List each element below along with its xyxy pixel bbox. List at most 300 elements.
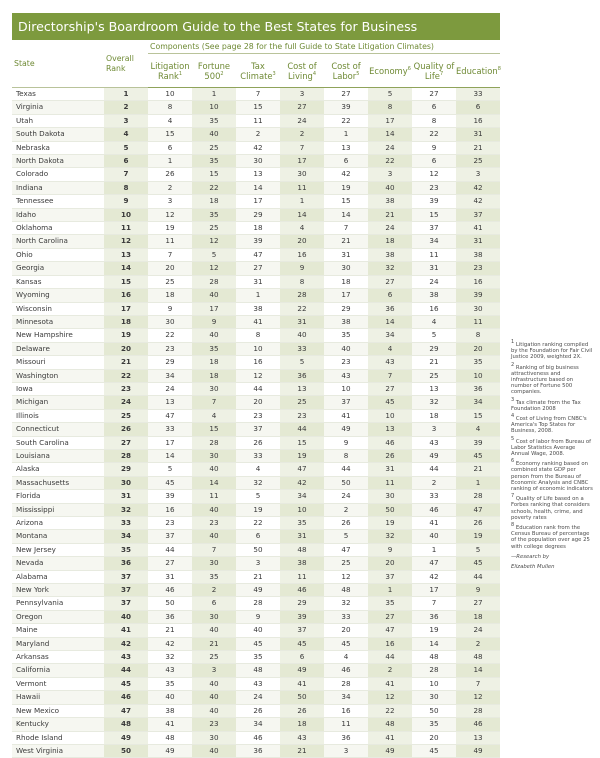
- table-cell: 41: [324, 409, 368, 422]
- table-cell: 8: [236, 329, 280, 342]
- table-cell: 46: [324, 664, 368, 677]
- overall-rank-cell: 30: [104, 476, 148, 489]
- table-cell: 6: [192, 597, 236, 610]
- table-cell: 22: [368, 155, 412, 168]
- table-cell: 11: [148, 235, 192, 248]
- table-cell: 40: [192, 128, 236, 141]
- footnote-text: Economy ranking based on combined state GDP per person from the Bureau of Economic Analysis and CNBC ranking of economic indicators: [511, 461, 593, 493]
- table-cell: 18: [324, 275, 368, 288]
- footnote-marker: 4: [312, 70, 317, 77]
- table-cell: 8: [148, 101, 192, 114]
- table-cell: 26: [324, 517, 368, 530]
- table-cell: 36: [280, 369, 324, 382]
- table-row: [12, 114, 500, 127]
- table-cell: 16: [236, 356, 280, 369]
- state-name-cell: Washington: [12, 369, 104, 382]
- components-header: Components (See page 28 for the full Guide to State Litigation Climates): [148, 40, 500, 54]
- component-column-header: [192, 54, 236, 88]
- table-cell: 18: [192, 369, 236, 382]
- table-cell: 9: [368, 543, 412, 556]
- table-cell: 3: [148, 195, 192, 208]
- table-row: [12, 624, 500, 637]
- table-cell: 9: [280, 262, 324, 275]
- table-cell: 38: [324, 315, 368, 328]
- table-cell: 42: [456, 181, 500, 194]
- table-cell: 42: [456, 195, 500, 208]
- table-cell: 49: [280, 664, 324, 677]
- table-cell: 36: [236, 744, 280, 757]
- table-cell: 28: [192, 275, 236, 288]
- table-cell: 35: [412, 718, 456, 731]
- table-cell: 34: [324, 691, 368, 704]
- table-cell: 36: [148, 610, 192, 623]
- table-cell: 14: [192, 476, 236, 489]
- table-cell: 10: [368, 409, 412, 422]
- table-cell: 18: [148, 289, 192, 302]
- table-row: [12, 718, 500, 731]
- table-cell: 27: [368, 382, 412, 395]
- table-cell: 15: [192, 168, 236, 181]
- table-cell: 19: [368, 517, 412, 530]
- table-row: [12, 329, 500, 342]
- table-cell: 17: [192, 302, 236, 315]
- table-cell: 21: [148, 624, 192, 637]
- table-cell: 1: [280, 195, 324, 208]
- table-cell: 17: [148, 436, 192, 449]
- table-cell: 40: [192, 704, 236, 717]
- table-cell: 33: [280, 342, 324, 355]
- overall-rank-cell: 40: [104, 610, 148, 623]
- table-cell: 24: [456, 624, 500, 637]
- column-header-label: Quality of Life: [413, 60, 455, 81]
- table-cell: 27: [236, 262, 280, 275]
- table-cell: 17: [280, 155, 324, 168]
- table-cell: 45: [148, 476, 192, 489]
- table-cell: 3: [456, 168, 500, 181]
- state-name-cell: Ohio: [12, 248, 104, 261]
- table-cell: 2: [412, 476, 456, 489]
- table-cell: 2: [324, 503, 368, 516]
- overall-rank-cell: 37: [104, 597, 148, 610]
- table-cell: 30: [192, 557, 236, 570]
- table-cell: 23: [456, 262, 500, 275]
- table-cell: 13: [236, 168, 280, 181]
- table-cell: 27: [148, 557, 192, 570]
- table-cell: 34: [368, 329, 412, 342]
- table-cell: 19: [456, 530, 500, 543]
- table-cell: 18: [456, 610, 500, 623]
- footnote-text: Education rank from the Census Bureau of percentage of the population over age 25 with college degrees: [511, 525, 590, 550]
- table-cell: 1: [456, 476, 500, 489]
- overall-rank-cell: 17: [104, 302, 148, 315]
- table-cell: 26: [456, 517, 500, 530]
- table-cell: 5: [148, 463, 192, 476]
- table-cell: 29: [324, 302, 368, 315]
- overall-rank-column-header: Overall Rank: [104, 40, 148, 88]
- overall-rank-cell: 12: [104, 235, 148, 248]
- table-cell: 38: [148, 704, 192, 717]
- table-cell: 21: [456, 463, 500, 476]
- overall-rank-cell: 43: [104, 651, 148, 664]
- table-cell: 38: [280, 557, 324, 570]
- table-cell: 31: [148, 570, 192, 583]
- footnote: [511, 339, 593, 361]
- table-cell: 5: [324, 530, 368, 543]
- overall-rank-cell: 24: [104, 396, 148, 409]
- overall-rank-cell: 23: [104, 382, 148, 395]
- table-cell: 16: [368, 637, 412, 650]
- table-cell: 49: [324, 423, 368, 436]
- state-name-cell: New Hampshire: [12, 329, 104, 342]
- table-cell: 4: [192, 409, 236, 422]
- table-cell: 23: [324, 356, 368, 369]
- table-cell: 23: [148, 342, 192, 355]
- table-cell: 23: [192, 718, 236, 731]
- table-cell: 16: [280, 248, 324, 261]
- table-cell: 40: [192, 691, 236, 704]
- state-name-cell: New York: [12, 584, 104, 597]
- table-cell: 20: [280, 235, 324, 248]
- table-cell: 37: [148, 530, 192, 543]
- table-cell: 5: [280, 356, 324, 369]
- footnote-text: Tax climate from the Tax Foundation 2008: [511, 399, 581, 412]
- table-cell: 13: [280, 382, 324, 395]
- table-cell: 7: [456, 677, 500, 690]
- footnote-marker: 5: [356, 70, 360, 77]
- table-cell: 31: [368, 463, 412, 476]
- table-cell: 13: [456, 731, 500, 744]
- table-cell: 49: [412, 449, 456, 462]
- footnote-text: Cost of Living from CNBC's America's Top States for Business, 2008.: [511, 416, 587, 435]
- state-name-cell: Colorado: [12, 168, 104, 181]
- table-cell: 21: [368, 208, 412, 221]
- table-cell: 37: [280, 624, 324, 637]
- table-cell: 47: [456, 503, 500, 516]
- table-cell: 31: [280, 530, 324, 543]
- overall-rank-cell: 48: [104, 718, 148, 731]
- table-cell: 21: [412, 356, 456, 369]
- table-cell: 49: [148, 744, 192, 757]
- table-cell: 46: [148, 584, 192, 597]
- table-cell: 27: [280, 101, 324, 114]
- table-row: [12, 503, 500, 516]
- table-cell: 8: [280, 275, 324, 288]
- state-name-cell: Indiana: [12, 181, 104, 194]
- table-cell: 25: [192, 141, 236, 154]
- table-cell: 45: [456, 557, 500, 570]
- table-cell: 18: [192, 195, 236, 208]
- footnote: [511, 522, 593, 550]
- table-cell: 25: [412, 369, 456, 382]
- table-row: [12, 101, 500, 114]
- table-cell: 20: [324, 624, 368, 637]
- table-cell: 36: [456, 382, 500, 395]
- overall-rank-cell: 15: [104, 275, 148, 288]
- table-cell: 16: [412, 302, 456, 315]
- table-cell: 11: [412, 248, 456, 261]
- table-cell: 3: [192, 664, 236, 677]
- table-cell: 35: [192, 155, 236, 168]
- table-cell: 9: [148, 302, 192, 315]
- overall-rank-cell: 47: [104, 704, 148, 717]
- table-cell: 28: [324, 677, 368, 690]
- table-cell: 2: [236, 128, 280, 141]
- table-row: [12, 731, 500, 744]
- table-cell: 24: [280, 114, 324, 127]
- table-cell: 19: [236, 503, 280, 516]
- footnote-text: Quality of Life based on a Forbes ranking that considers schools, health, crime, and poverty rates: [511, 496, 590, 521]
- table-cell: 35: [236, 651, 280, 664]
- table-row: [12, 664, 500, 677]
- table-cell: 31: [280, 315, 324, 328]
- table-row: [12, 382, 500, 395]
- table-cell: 25: [324, 557, 368, 570]
- table-cell: 41: [412, 517, 456, 530]
- table-cell: 10: [192, 101, 236, 114]
- table-cell: 46: [456, 718, 500, 731]
- state-name-cell: Maine: [12, 624, 104, 637]
- overall-rank-cell: 37: [104, 570, 148, 583]
- table-cell: 14: [280, 208, 324, 221]
- table-cell: 42: [236, 141, 280, 154]
- table-cell: 15: [324, 195, 368, 208]
- overall-rank-cell: 4: [104, 128, 148, 141]
- overall-rank-cell: 18: [104, 315, 148, 328]
- table-cell: 38: [368, 248, 412, 261]
- table-row: [12, 141, 500, 154]
- table-cell: 44: [368, 651, 412, 664]
- table-cell: 40: [148, 691, 192, 704]
- table-cell: 14: [412, 637, 456, 650]
- table-cell: 11: [368, 476, 412, 489]
- table-cell: 12: [192, 235, 236, 248]
- overall-rank-cell: 22: [104, 369, 148, 382]
- table-cell: 1: [192, 88, 236, 101]
- table-cell: 33: [412, 490, 456, 503]
- table-cell: 41: [236, 315, 280, 328]
- table-cell: 23: [412, 181, 456, 194]
- table-cell: 13: [412, 382, 456, 395]
- overall-rank-cell: 45: [104, 677, 148, 690]
- table-cell: 25: [280, 396, 324, 409]
- table-cell: 28: [456, 704, 500, 717]
- table-cell: 38: [412, 289, 456, 302]
- table-cell: 48: [148, 731, 192, 744]
- overall-rank-cell: 2: [104, 101, 148, 114]
- table-cell: 46: [280, 584, 324, 597]
- table-cell: 31: [236, 275, 280, 288]
- table-cell: 28: [192, 436, 236, 449]
- state-name-cell: Minnesota: [12, 315, 104, 328]
- state-name-cell: Arizona: [12, 517, 104, 530]
- table-row: [12, 248, 500, 261]
- table-cell: 44: [412, 463, 456, 476]
- table-cell: 40: [324, 342, 368, 355]
- footnote-text: Cost of labor from Bureau of Labor Statistics Average Annual Wage, 2008.: [511, 438, 592, 458]
- table-cell: 28: [456, 490, 500, 503]
- overall-rank-cell: 7: [104, 168, 148, 181]
- table-cell: 2: [280, 128, 324, 141]
- table-cell: 1: [412, 543, 456, 556]
- table-cell: 2: [368, 664, 412, 677]
- table-cell: 48: [412, 651, 456, 664]
- table-cell: 22: [324, 114, 368, 127]
- table-cell: 40: [192, 744, 236, 757]
- table-cell: 45: [280, 637, 324, 650]
- table-cell: 43: [324, 369, 368, 382]
- table-cell: 41: [368, 731, 412, 744]
- table-cell: 37: [324, 396, 368, 409]
- table-row: [12, 691, 500, 704]
- table-cell: 28: [412, 664, 456, 677]
- page-title: Directorship's Boardroom Guide to the Best States for Business: [12, 13, 500, 40]
- table-cell: 50: [148, 597, 192, 610]
- table-cell: 26: [236, 436, 280, 449]
- overall-rank-cell: 32: [104, 503, 148, 516]
- overall-rank-cell: 46: [104, 691, 148, 704]
- state-name-cell: Delaware: [12, 342, 104, 355]
- table-row: [12, 222, 500, 235]
- table-cell: 38: [456, 248, 500, 261]
- table-cell: 3: [236, 557, 280, 570]
- column-header-label: Cost of Labor: [331, 60, 361, 81]
- state-name-cell: South Dakota: [12, 128, 104, 141]
- table-cell: 42: [324, 168, 368, 181]
- table-cell: 24: [368, 222, 412, 235]
- table-row: [12, 88, 500, 101]
- table-row: [12, 584, 500, 597]
- table-cell: 14: [456, 664, 500, 677]
- state-name-cell: New Mexico: [12, 704, 104, 717]
- table-cell: 41: [280, 677, 324, 690]
- state-name-cell: Oregon: [12, 610, 104, 623]
- column-header-label: Education: [456, 65, 498, 76]
- table-cell: 50: [368, 503, 412, 516]
- table-cell: 21: [192, 637, 236, 650]
- table-cell: 9: [192, 315, 236, 328]
- table-row: [12, 302, 500, 315]
- table-cell: 9: [236, 610, 280, 623]
- table-cell: 27: [324, 88, 368, 101]
- table-cell: 22: [192, 181, 236, 194]
- table-cell: 33: [456, 88, 500, 101]
- table-cell: 48: [236, 664, 280, 677]
- table-cell: 12: [236, 369, 280, 382]
- table-cell: 45: [324, 637, 368, 650]
- table-cell: 40: [192, 503, 236, 516]
- table-cell: 18: [412, 409, 456, 422]
- table-cell: 30: [192, 382, 236, 395]
- table-cell: 47: [412, 557, 456, 570]
- table-cell: 19: [280, 449, 324, 462]
- table-cell: 7: [192, 543, 236, 556]
- table-cell: 26: [280, 704, 324, 717]
- table-cell: 2: [192, 584, 236, 597]
- table-cell: 17: [412, 584, 456, 597]
- table-cell: 22: [368, 704, 412, 717]
- state-name-cell: California: [12, 664, 104, 677]
- table-cell: 47: [280, 463, 324, 476]
- table-cell: 45: [368, 396, 412, 409]
- table-row: [12, 315, 500, 328]
- table-cell: 21: [324, 235, 368, 248]
- table-row: [12, 490, 500, 503]
- table-cell: 50: [280, 691, 324, 704]
- table-row: [12, 463, 500, 476]
- column-header-label: Fortune 500: [197, 60, 231, 81]
- table-cell: 15: [456, 409, 500, 422]
- table-cell: 43: [280, 731, 324, 744]
- table-cell: 28: [280, 289, 324, 302]
- state-name-cell: Iowa: [12, 382, 104, 395]
- table-cell: 39: [236, 235, 280, 248]
- table-cell: 35: [148, 677, 192, 690]
- state-name-cell: Wisconsin: [12, 302, 104, 315]
- table-cell: 3: [412, 423, 456, 436]
- table-cell: 10: [148, 88, 192, 101]
- table-row: [12, 530, 500, 543]
- table-cell: 8: [456, 329, 500, 342]
- table-cell: 3: [368, 168, 412, 181]
- column-header-label: Tax Climate: [240, 60, 273, 81]
- table-row: [12, 275, 500, 288]
- table-cell: 20: [412, 731, 456, 744]
- table-cell: 37: [412, 222, 456, 235]
- table-row: [12, 610, 500, 623]
- table-cell: 15: [412, 208, 456, 221]
- table-cell: 21: [280, 744, 324, 757]
- overall-rank-cell: 19: [104, 329, 148, 342]
- state-name-cell: Georgia: [12, 262, 104, 275]
- table-cell: 4: [368, 342, 412, 355]
- table-cell: 47: [324, 543, 368, 556]
- table-cell: 6: [236, 530, 280, 543]
- footnote-number: 1: [511, 339, 515, 346]
- table-cell: 11: [280, 570, 324, 583]
- footnote-number: 2: [511, 361, 515, 368]
- rankings-table-container: [12, 40, 500, 758]
- table-cell: 30: [412, 691, 456, 704]
- state-name-cell: Mississippi: [12, 503, 104, 516]
- footnote-marker: 7: [439, 70, 444, 77]
- table-cell: 15: [148, 128, 192, 141]
- state-name-cell: Kansas: [12, 275, 104, 288]
- state-column-header: State: [12, 40, 104, 88]
- overall-rank-cell: 26: [104, 423, 148, 436]
- overall-rank-cell: 21: [104, 356, 148, 369]
- table-cell: 30: [368, 490, 412, 503]
- component-column-header: [280, 54, 324, 88]
- table-cell: 30: [236, 155, 280, 168]
- table-row: [12, 208, 500, 221]
- table-cell: 40: [368, 181, 412, 194]
- table-cell: 32: [368, 530, 412, 543]
- table-cell: 30: [192, 731, 236, 744]
- footnote-number: 8: [511, 522, 515, 529]
- component-column-header: [412, 54, 456, 88]
- table-cell: 32: [236, 476, 280, 489]
- state-name-cell: Oklahoma: [12, 222, 104, 235]
- table-cell: 7: [368, 369, 412, 382]
- table-cell: 23: [148, 517, 192, 530]
- table-cell: 13: [148, 396, 192, 409]
- table-cell: 46: [236, 731, 280, 744]
- table-cell: 25: [192, 222, 236, 235]
- state-name-cell: Utah: [12, 114, 104, 127]
- state-name-cell: Wyoming: [12, 289, 104, 302]
- table-cell: 47: [236, 248, 280, 261]
- rankings-table: [12, 40, 500, 758]
